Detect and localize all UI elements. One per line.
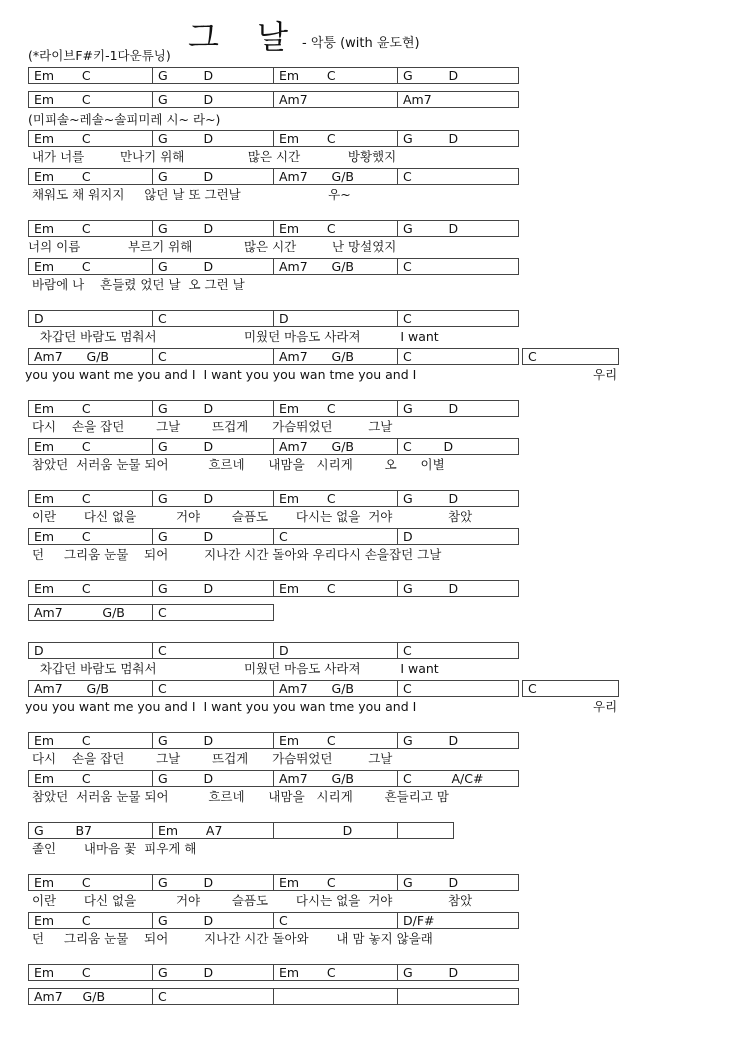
chord-measure: G D [152, 67, 274, 84]
chord-measure: G D [152, 438, 274, 455]
chord-bar-row [28, 964, 519, 981]
chord-measure: Em C [28, 580, 153, 597]
chord-measure: Em C [273, 732, 398, 749]
chord-bar-row [522, 680, 619, 697]
chord-measure: Em C [273, 580, 398, 597]
melody-note: (미피솔~레솔~솔피미레 시~ 라~) [28, 112, 221, 127]
chord-measure: C [397, 348, 519, 365]
chord-measure: G D [397, 130, 519, 147]
chord-bar-row [28, 528, 519, 545]
lyric-line: 내가 너를 만나기 위해 많은 시간 방황했지 [28, 149, 397, 164]
lyric-line: 차갑던 바람도 멈춰서 미웠던 마음도 사라져 I want [28, 329, 439, 344]
chord-measure: Em C [273, 874, 398, 891]
chord-measure: C [273, 912, 398, 929]
key-note: (*라이브F#키-1다운튜닝) [28, 48, 171, 63]
chord-bar-row [28, 822, 454, 839]
chord-measure: C [397, 680, 519, 697]
chord-measure: G D [152, 912, 274, 929]
chord-measure: Em C [28, 130, 153, 147]
chord-measure: Em C [28, 91, 153, 108]
chord-bar-row [28, 732, 519, 749]
chord-measure: G D [397, 67, 519, 84]
lyric-line: 우리 [593, 367, 618, 382]
chord-measure: Em C [273, 964, 398, 981]
chord-measure: C [152, 988, 274, 1005]
chord-measure: G D [397, 732, 519, 749]
chord-measure: Em C [28, 438, 153, 455]
chord-measure: Em C [28, 67, 153, 84]
song-artist: - 악퉁 (with 윤도현) [302, 36, 420, 51]
chord-bar-row [28, 874, 519, 891]
chord-measure: G D [152, 964, 274, 981]
chord-measure: Am7 G/B [273, 438, 398, 455]
chord-measure: G D [397, 400, 519, 417]
chord-measure: C [152, 348, 274, 365]
chord-measure: D [397, 528, 519, 545]
chord-measure: D [273, 822, 398, 839]
chord-measure: D [273, 310, 398, 327]
chord-measure: C D [397, 438, 519, 455]
lyric-line: 차갑던 바람도 멈춰서 미웠던 마음도 사라져 I want [28, 661, 439, 676]
chord-measure: Em C [28, 528, 153, 545]
chord-measure: Em C [28, 168, 153, 185]
chord-measure: Am7 G/B [273, 348, 398, 365]
chord-measure: Em C [28, 912, 153, 929]
chord-measure: C [273, 528, 398, 545]
chord-measure: Am7 G/B [273, 258, 398, 275]
chord-bar-row [28, 220, 519, 237]
chord-measure: C [522, 348, 619, 365]
chord-bar-row [28, 642, 519, 659]
chord-measure: Em A7 [152, 822, 274, 839]
lyric-line: you you want me you and I I want you you wan tme you and I [25, 367, 417, 382]
chord-measure: Em C [273, 400, 398, 417]
chord-measure: G D [397, 220, 519, 237]
chord-measure: Em C [28, 732, 153, 749]
chord-measure: C A/C# [397, 770, 519, 787]
chord-measure: G D [152, 91, 274, 108]
chord-bar-row [28, 988, 519, 1005]
lyric-line: 채워도 채 워지지 않던 날 또 그런날 우~ [28, 187, 351, 202]
chord-measure: C [397, 310, 519, 327]
chord-measure: G D [397, 580, 519, 597]
lyric-line: 참았던 서러움 눈물 되어 흐르네 내맘을 시리게 오 이별 [28, 457, 445, 472]
chord-measure: C [522, 680, 619, 697]
chord-measure: D [28, 642, 153, 659]
chord-measure [273, 988, 398, 1005]
chord-measure: C [152, 310, 274, 327]
song-title: 그 날 [188, 18, 302, 56]
chord-measure: Am7 [397, 91, 519, 108]
chord-bar-row [28, 67, 519, 84]
chord-bar-row [28, 130, 519, 147]
lyric-line: you you want me you and I I want you you wan tme you and I [25, 699, 417, 714]
chord-measure: D [28, 310, 153, 327]
chord-measure: Em C [28, 770, 153, 787]
chord-measure: Em C [28, 400, 153, 417]
chord-measure: Am7 G/B [273, 680, 398, 697]
chord-measure: G D [152, 770, 274, 787]
chord-bar-row [28, 770, 519, 787]
chord-measure: C [152, 642, 274, 659]
chord-measure: Am7 G/B [28, 680, 153, 697]
chord-measure: G D [152, 258, 274, 275]
chord-measure: Em C [273, 490, 398, 507]
chord-measure [397, 822, 454, 839]
chord-measure: Em C [28, 490, 153, 507]
chord-bar-row [28, 258, 519, 275]
chord-measure: Em C [28, 874, 153, 891]
lyric-line: 다시 손을 잡던 그날 뜨겁게 가슴뛰었던 그날 [28, 419, 393, 434]
chord-measure: Am7 G/B [28, 348, 153, 365]
chord-measure: D [273, 642, 398, 659]
chord-measure: D/F# [397, 912, 519, 929]
lyric-line: 졸인 내마음 꽃 피우게 해 [28, 841, 197, 856]
chord-measure: Am7 G/B [273, 168, 398, 185]
chord-measure: Em C [273, 67, 398, 84]
chord-measure: Am7 G/B [28, 988, 153, 1005]
chord-measure: Em C [273, 130, 398, 147]
chord-measure: G D [397, 490, 519, 507]
lyric-line: 참았던 서러움 눈물 되어 흐르네 내맘을 시리게 흔들리고 맘 [28, 789, 449, 804]
chord-measure: C [152, 680, 274, 697]
chord-bar-row [28, 348, 519, 365]
chord-measure: G B7 [28, 822, 153, 839]
chord-measure: G D [152, 732, 274, 749]
lyric-line: 던 그리움 눈물 되어 지나간 시간 돌아와 내 맘 놓지 않을래 [28, 931, 433, 946]
chord-measure [397, 988, 519, 1005]
chord-bar-row [28, 438, 519, 455]
chord-bar-row [522, 348, 619, 365]
lyric-line: 너의 이름 부르기 위해 많은 시간 난 망설였지 [28, 239, 397, 254]
chord-measure: Em C [273, 220, 398, 237]
chord-measure: G D [397, 874, 519, 891]
chord-measure: Em C [28, 258, 153, 275]
chord-bar-row [28, 490, 519, 507]
chord-measure: G D [152, 580, 274, 597]
chord-measure: G D [152, 168, 274, 185]
chord-measure: Em C [28, 220, 153, 237]
chord-bar-row [28, 680, 519, 697]
chord-measure: G D [152, 528, 274, 545]
chord-bar-row [28, 604, 274, 621]
lyric-line: 우리 [593, 699, 618, 714]
chord-measure: Am7 G/B [273, 770, 398, 787]
chord-measure: G D [152, 874, 274, 891]
chord-measure: C [397, 168, 519, 185]
chord-bar-row [28, 91, 519, 108]
chord-measure: Am7 [273, 91, 398, 108]
chord-bar-row [28, 310, 519, 327]
chord-bar-row [28, 580, 519, 597]
lyric-line: 던 그리움 눈물 되어 지나간 시간 돌아와 우리다시 손을잡던 그날 [28, 547, 442, 562]
chord-bar-row [28, 168, 519, 185]
chord-measure: G D [152, 220, 274, 237]
lyric-line: 바람에 나 흔들렸 었던 날 오 그런 날 [28, 277, 245, 292]
chord-measure: G D [152, 400, 274, 417]
chord-bar-row [28, 912, 519, 929]
chord-measure: C [152, 604, 274, 621]
chord-measure: Em C [28, 964, 153, 981]
lyric-line: 다시 손을 잡던 그날 뜨겁게 가슴뛰었던 그날 [28, 751, 393, 766]
chord-measure: G D [397, 964, 519, 981]
chord-measure: C [397, 642, 519, 659]
chord-measure: G D [152, 490, 274, 507]
chord-measure: C [397, 258, 519, 275]
lyric-line: 이란 다신 없을 거야 슬픔도 다시는 없을 거야 참았 [28, 509, 473, 524]
chord-measure: G D [152, 130, 274, 147]
lyric-line: 이란 다신 없을 거야 슬픔도 다시는 없을 거야 참았 [28, 893, 473, 908]
chord-measure: Am7 G/B [28, 604, 153, 621]
chord-bar-row [28, 400, 519, 417]
